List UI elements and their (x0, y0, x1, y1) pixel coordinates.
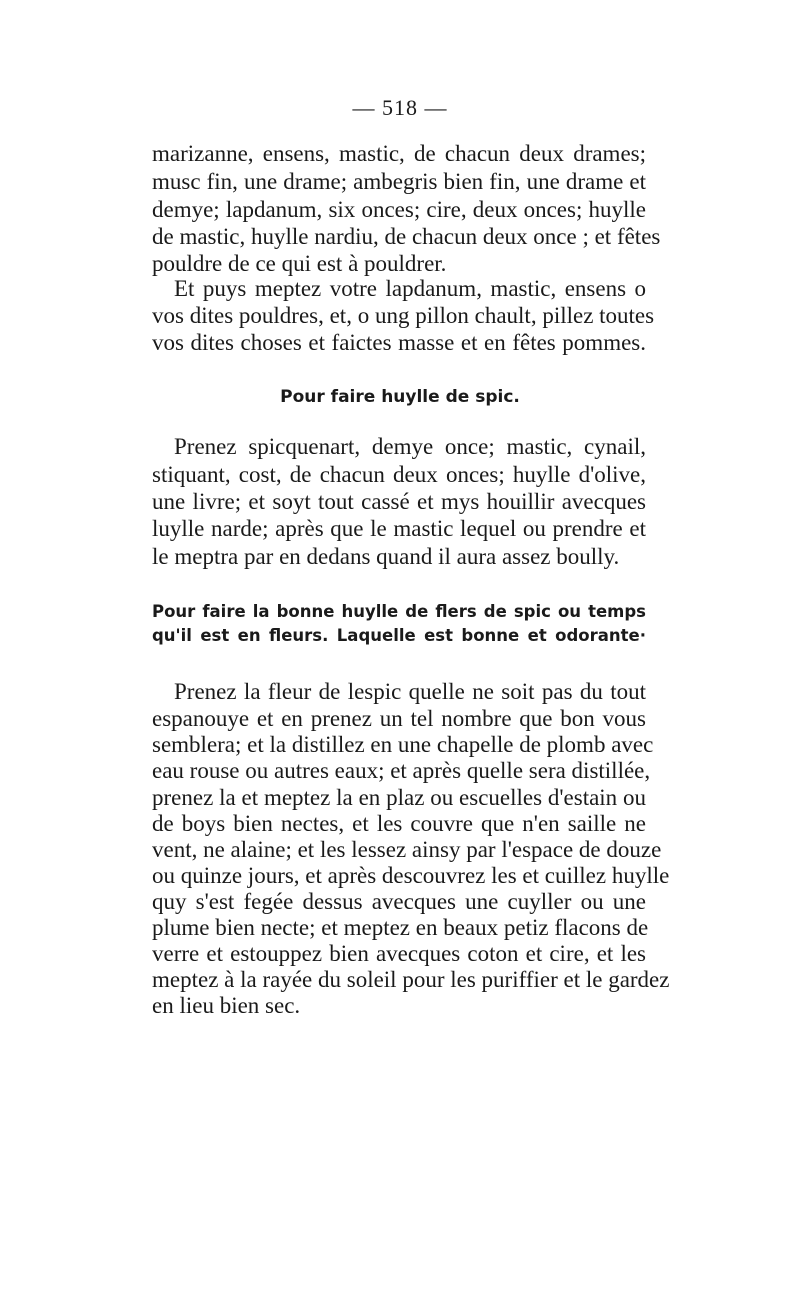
text-line: espanouye et en prenez un tel nombre que bon vous (152, 706, 646, 731)
section-heading: Pour faire huylle de spic. (280, 387, 520, 407)
text-line: musc fin, une drame; ambegris bien fin, une drame et (152, 169, 646, 194)
text-line: Et puys meptez votre lapdanum, mastic, ensens o (174, 276, 646, 301)
text-line: le meptra par en dedans quand il aura assez boully. (152, 544, 620, 569)
text-line: pouldre de ce qui est à pouldrer. (152, 251, 447, 276)
text-line: une livre; et soyt tout cassé et mys houillir avecques (152, 489, 646, 514)
text-line: vent, ne alaine; et les lessez ainsy par l'espace de douze (152, 837, 662, 862)
text-line: demye; lapdanum, six onces; cire, deux onces; huylle (152, 197, 646, 222)
text-line: vos dites pouldres, et, o ung pillon chault, pillez toutes (152, 303, 655, 328)
text-line: verre et estouppez bien avecques coton et cire, et les (152, 941, 646, 966)
text-line: semblera; et la distillez en une chapelle de plomb avec (152, 732, 654, 757)
text-line: eau rouse ou autres eaux; et après quelle sera distillée, (152, 758, 651, 783)
text-line: quy s'est fegée dessus avecques une cuyller ou une (152, 889, 646, 914)
text-line: en lieu bien sec. (152, 993, 301, 1018)
text-line: vos dites choses et faictes masse et en fêtes pommes. (152, 330, 646, 355)
text-line: plume bien necte; et meptez en beaux petiz flacons de (152, 915, 649, 940)
text-line: de mastic, huylle nardiu, de chacun deux once ; et fêtes (152, 224, 661, 249)
section-heading-line: qu'il est en fleurs. Laquelle est bonne et odorante· (152, 626, 646, 645)
text-line: stiquant, cost, de chacun deux onces; huylle d'olive, (152, 462, 646, 487)
text-line: ou quinze jours, et après descouvrez les et cuillez huylle (152, 863, 670, 888)
text-line: luylle narde; après que le mastic lequel ou prendre et (152, 516, 646, 541)
text-line: marizanne, ensens, mastic, de chacun deux drames; (152, 141, 646, 166)
text-line: meptez à la rayée du soleil pour les puriffier et le gardez (152, 967, 670, 992)
text-line: Prenez spicquenart, demye once; mastic, cynail, (174, 434, 646, 459)
text-line: Prenez la fleur de lespic quelle ne soit pas du tout (174, 679, 646, 704)
text-line: de boys bien nectes, et les couvre que n'en saille ne (152, 811, 646, 836)
page-number: — 518 — (352, 95, 448, 120)
section-heading-line: Pour faire la bonne huylle de flers de spic ou temps (152, 602, 646, 621)
text-line: prenez la et meptez la en plaz ou escuelles d'estain ou (152, 785, 646, 810)
